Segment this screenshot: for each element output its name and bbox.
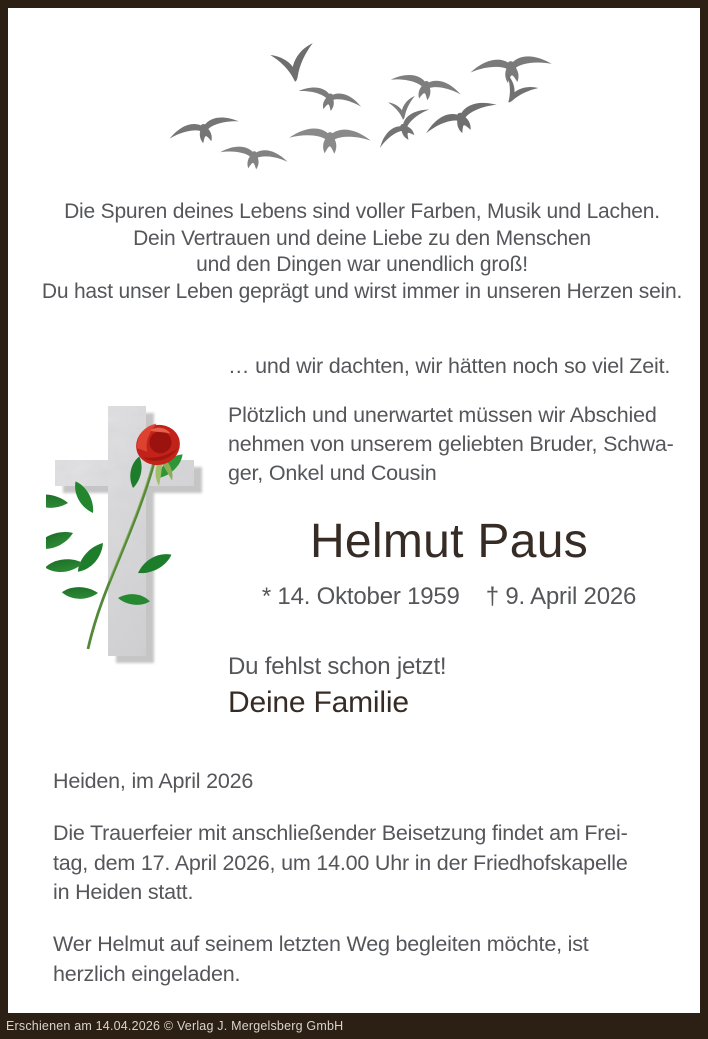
text-line: Die Spuren deines Lebens sind voller Farben, Musik und Lachen.	[64, 200, 660, 223]
text-line: Die Trauerfeier mit anschließender Beisetzung findet am Frei-	[53, 821, 628, 845]
place-and-date: Heiden, im April 2026	[53, 769, 254, 793]
text-line: Du hast unser Leben geprägt und wirst immer in unseren Herzen sein.	[41, 279, 683, 303]
publisher-footer-text: Erschienen am 14.04.2026 © Verlag J. Mergelsberg GmbH	[6, 1019, 344, 1033]
text-line: nehmen von unserem geliebten Bruder, Schwa-	[228, 432, 674, 456]
deceased-name: Helmut Paus	[309, 515, 589, 568]
announcement-text	[228, 401, 674, 488]
text-line: in Heiden statt.	[53, 880, 194, 904]
text-line: Dein Vertrauen und deine Liebe zu den Menschen	[133, 226, 591, 250]
intro-line: … und wir dachten, wir hätten noch so viel Zeit.	[228, 354, 671, 378]
life-dates	[228, 583, 670, 611]
text-line: Plötzlich und unerwartet müssen wir Abschied	[228, 403, 657, 427]
farewell-line: Du fehlst schon jetzt!	[228, 653, 447, 680]
death-date: † 9. April 2026	[485, 583, 637, 610]
text-line: ger, Onkel und Cousin	[228, 461, 437, 485]
publisher-footer	[0, 1013, 708, 1039]
text-line: Wer Helmut auf seinem letzten Weg begleiten möchte, ist	[53, 932, 589, 956]
birth-date: * 14. Oktober 1959	[261, 583, 460, 610]
text-line: tag, dem 17. April 2026, um 14.00 Uhr in der Friedhofskapelle	[53, 850, 628, 875]
family-signature: Deine Familie	[228, 686, 409, 719]
text-line: herzlich eingeladen.	[53, 962, 241, 986]
cross-rose-illustration	[46, 391, 218, 673]
opening-poem	[8, 199, 708, 305]
notice-card	[8, 8, 700, 1013]
text-line: und den Dingen war unendlich groß!	[196, 253, 528, 276]
funeral-information	[53, 819, 628, 908]
flying-birds-illustration	[168, 41, 563, 179]
invitation-text	[53, 929, 589, 989]
